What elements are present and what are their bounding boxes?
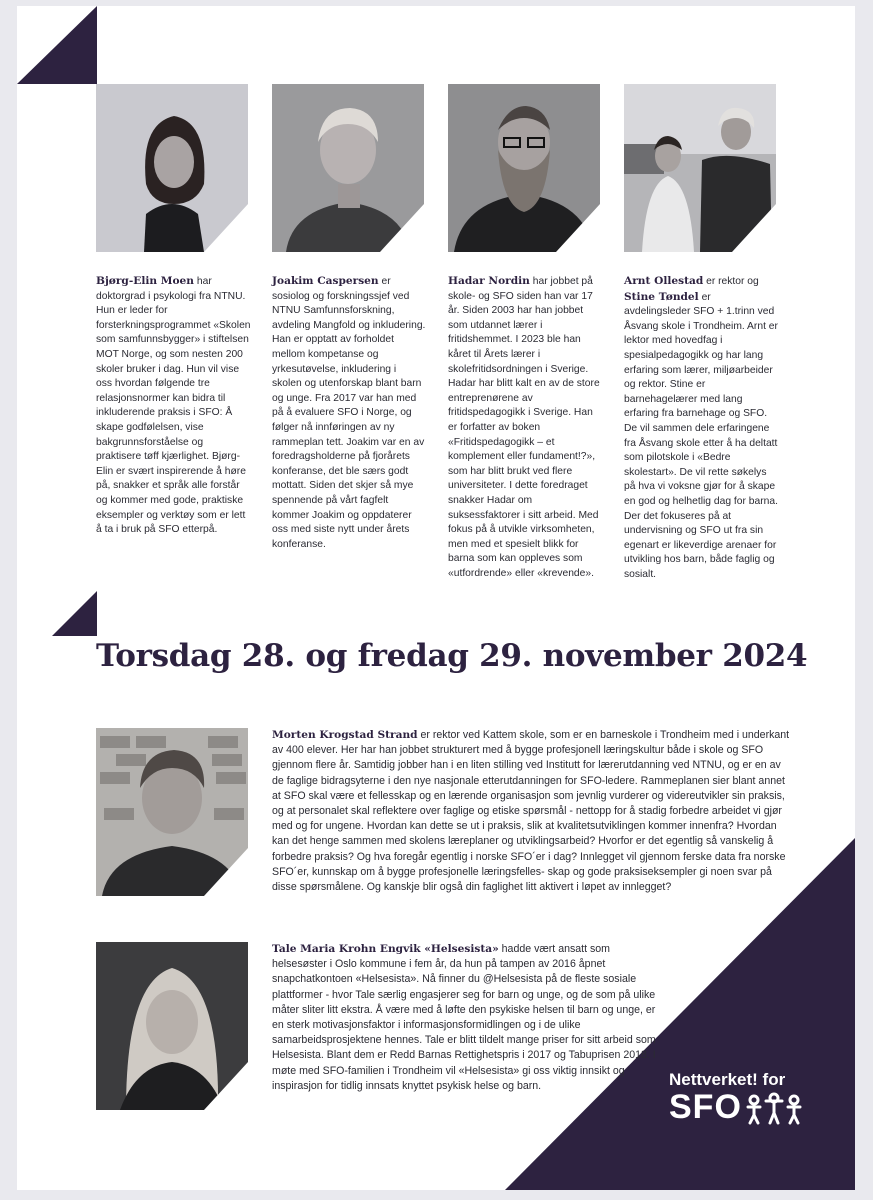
nettverket-sfo-logo [669, 1070, 804, 1127]
speaker-name: Joakim Caspersen [272, 275, 379, 287]
speaker-text: er rektor ved Kattem skole, som er en barneskole i Trondheim med i underkant av 400 elever. Her har han jobbet strukturert med å bygge profesjonell læringskultur både i skole og SFO gjennom flere år. Samtidig jobber han i en liten stilling ved Institutt for lærerutdanning ved NTNU, og er en av de faglige bidragsyterne i den nye nasjonale etterutdanningen for SFO-ledere. Rammeplanen sier blant annet at SFO skal være et fellesskap og en lærende organisasjon som jevnlig vurderer og videreutvikler sin praksis, og at personalet skal reflektere over faglige og etiske spørsmål - nettopp for å stadig forbedre arbeidet vi gjør med og for ungene. Hvordan kan dette se ut i praksis, slik at kvalitetsutviklingen kommer innenfra? Hvordan kan det henge sammen med skolens læreplaner og utviklingsarbeid? Hvorfor er det egentlig så vanskelig å forbedre praksis? Og hva foregår egentlig i norske SFO´er i dag? Innlegget vil gjennom ferske data fra norske SFO´er, kunnskap om å bygge profesjonelle læringsfelles- skap og gode praksiseksempler gi noen svar på disse spørsmålene. Og kanskje blir også din faglighet litt aktivert i løpet av innlegget? [272, 729, 790, 894]
speaker-name: Bjørg-Elin Moen [96, 275, 194, 287]
speaker-bio-caspersen [272, 274, 427, 552]
program-page [17, 6, 855, 1190]
speaker-text: har jobbet på skole- og SFO siden han var 17 år. Siden 2003 har han jobbet som utdannet lærer i fritidshemmet. I 2023 ble han kåret til Årets lærer i skolefritidsordningen i Sverige. Hadar har blitt kalt en av de store entreprenørene av fritidspedagogikk i Sverige. Han er forfatter av boken «Fritidspedagogikk – et komplement eller fundament!?», som har blitt brukt ved flere universiteter. I dette foredraget snakker Hadar om suksessfaktorer i sitt arbeid. Med fokus på å utvikle virksomheten, men med et spesielt blikk for barna som kan oppleves som «utfordrende» eller «krevende». [448, 276, 600, 579]
speaker-photo-ollestad-tondel [624, 84, 776, 252]
speaker-photo-strand [96, 728, 248, 896]
divider-triangle [52, 591, 97, 636]
day-heading: Torsdag 28. og fredag 29. november 2024 [96, 638, 808, 674]
speaker-photo-moen [96, 84, 248, 252]
speaker-bio-nordin [448, 274, 603, 581]
speaker-bio-ollestad-tondel [624, 274, 779, 582]
speaker-bio-engvik [272, 942, 667, 1094]
speaker-text: er sosiolog og forskningssjef ved NTNU Samfunnsforskning, avdeling Mangfold og inkludering. Han er opptatt av forholdet mellom kompetanse og yrkesutøvelse, inkludering i skolen og utenforskap blant barn og unge. Fra 2017 var han med på å evaluere SFO i Norge, og følger nå innføringen av ny rammeplan tett. Joakim var en av foredragsholderne på fjorårets konferanse, det ble særs godt mottatt. Siden det skjer så mye spennende på vårt fagfelt kommer Joakim og oppdaterer oss med siste nytt under årets konferanse. [272, 276, 426, 550]
speaker-text: er rektor og [703, 276, 759, 287]
speaker-name-2: Stine Tøndel [624, 290, 699, 303]
speaker-photo-engvik [96, 942, 248, 1110]
speaker-name: Tale Maria Krohn Engvik «Helsesista» [272, 943, 499, 955]
logo-line1: Nettverket! for [669, 1070, 786, 1089]
children-figures-icon [744, 1091, 804, 1125]
speaker-text: er avdelingsleder SFO + 1.trinn ved Åsvang skole i Trondheim. Arnt er lektor med hovedfag i spesialpedagogikk og har lang erfaring som lærer, miljøarbeider og rektor. Stine er barnehagelærer med lang erfaring fra barnehage og SFO. De vil sammen dele erfaringene fra Åsvang skole etter å ha deltatt som pilotskole i «Bedre skolestart». De vil rette søkelys på hva vi voksne gjør for å skape en god og helhetlig dag for barna. Der det fokuseres på at undervisning og SFO ut fra sin egenart er likeverdige arenaer for utvikling hos barn, både faglig og sosialt. [624, 291, 779, 580]
logo-line2 [669, 1088, 804, 1127]
speaker-photo-caspersen [272, 84, 424, 252]
speaker-name: Arnt Ollestad [624, 275, 704, 287]
corner-triangle-top-left [17, 6, 97, 86]
speaker-name: Hadar Nordin [448, 275, 530, 287]
speaker-text: har doktorgrad i psykologi fra NTNU. Hun er leder for forsterkningsprogrammet «Skolen som samfunnsbygger» i stiftelsen MOT Norge, og som nesten 200 skoler bruker i dag. Hun vil vise oss hvordan følgende tre relasjonsnormer kan bidra til inkluderende praksis i SFO: Å skape godfølelsen, vise bakgrunnsforståelse og praktisere tøff kjærlighet. Bjørg-Elin er svært inspirerende å høre på, snakker et språk alle forstår og kommer med gode, praktiske eksempler og verktøy som er lett å ta i bruk på SFO etterpå. [96, 276, 251, 536]
speaker-photo-nordin [448, 84, 600, 252]
speaker-bio-strand [272, 728, 792, 895]
logo-sfo-text: SFO [669, 1088, 742, 1126]
speaker-bio-moen [96, 274, 251, 538]
speaker-name: Morten Krogstad Strand [272, 729, 418, 741]
speaker-text: hadde vært ansatt som helsesøster i Oslo kommune i fem år, da hun på tampen av 2016 åpnet snapchatkontoen «Helsesista». Nå finner du @Helsesista på de fleste sosiale plattformer - hvor Tale særlig engasjerer seg for barn og unge, og de som på ulike måter sliter litt ekstra. Å være med å løfte den psykiske helsen til barn og unge, er en sterk motivasjonsfaktor i informasjonsformidlingen og i de ulike samarbeidsprosjektene hennes. Tale er blitt tildelt mange priser for sitt arbeid som Helsesista. Blant dem er Redd Barnas Rettighetspris i 2017 og Tabuprisen 2018. I møte med SFO-familien i Trondheim vil «Helsesista» gi oss viktig innsikt og inspirasjon for tidlig innsats knyttet psykisk helse og barn. [272, 943, 656, 1092]
